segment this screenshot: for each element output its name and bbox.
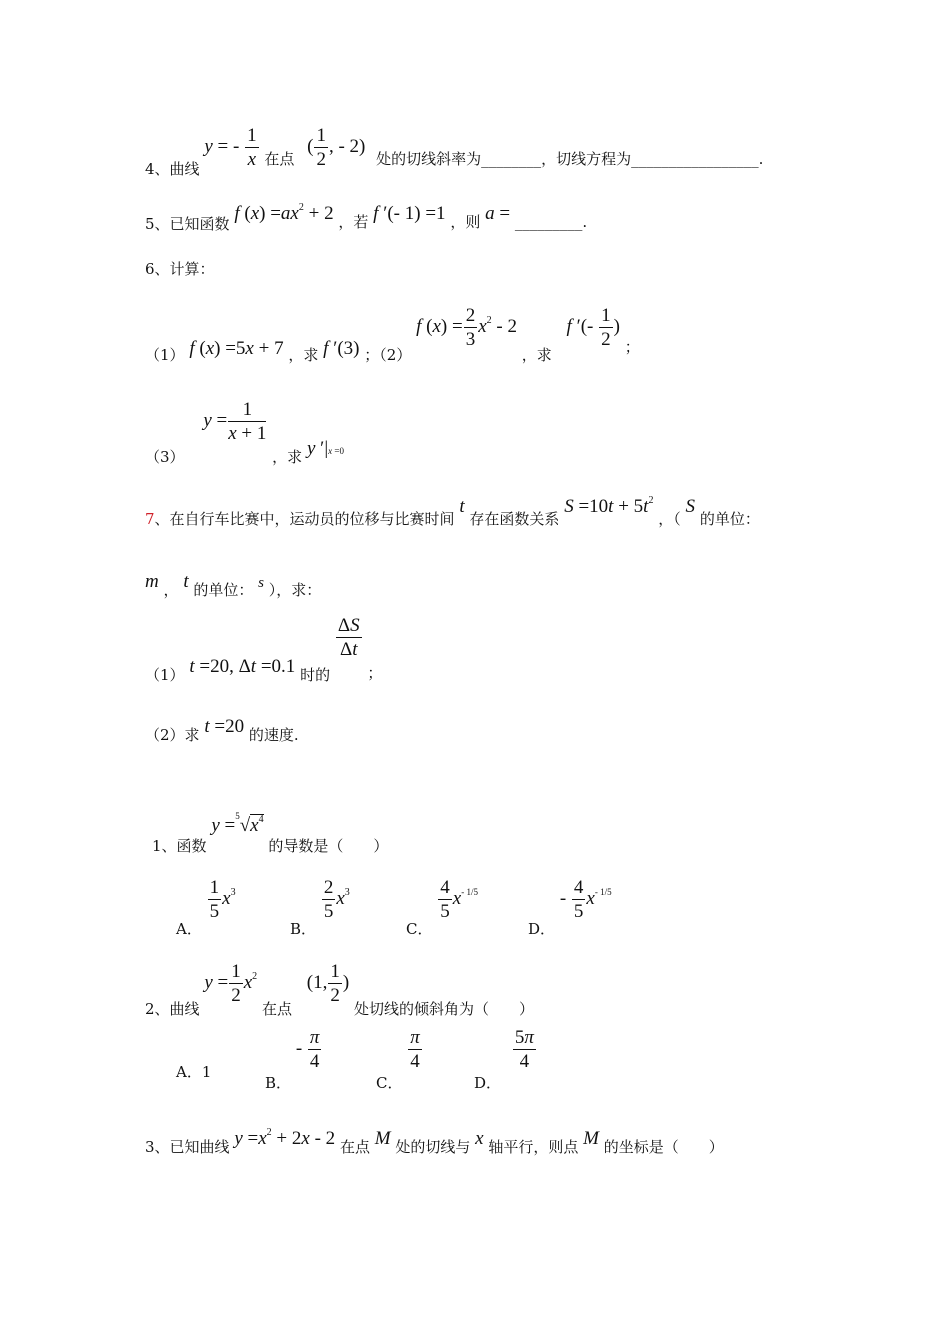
mc-question-2 xyxy=(145,961,534,1019)
problem-7-sub-1 xyxy=(145,615,383,685)
problem-4 xyxy=(145,125,764,179)
option-b-label: B． xyxy=(290,920,317,939)
problem-7-unit-text: 的单位： xyxy=(193,581,254,599)
sub-1-condition: t =20, Δt =0.1 xyxy=(189,656,296,678)
mc-1-stem: 1、函数 xyxy=(152,837,207,855)
mc-2-curve: y = $\frac{1}{2}$ $x^2$ xyxy=(204,961,258,1006)
point-m-2: M xyxy=(583,1128,599,1149)
mc-3-curve: $y =x^2 + 2x - 2$ xyxy=(234,1127,336,1149)
variable-t: t xyxy=(459,496,465,517)
sub-1-ratio: $\frac{\Delta S}{\Delta t}$ xyxy=(337,615,360,660)
option-b-expr: $\frac{2}{5}$ $x^3$ xyxy=(323,877,350,922)
sub-1-end: ； xyxy=(367,664,383,683)
problem-4-text: 在点 xyxy=(264,150,295,169)
sub-2-condition: t =20 xyxy=(204,716,245,737)
mc-question-3 xyxy=(145,1127,724,1156)
option-c-expr: $\frac{4}{5}$ $x^{- 1/5}$ xyxy=(440,877,478,922)
problem-4-tail: 处的切线斜率为________，切线方程为_________________. xyxy=(376,150,764,169)
problem-7-text-2: 存在函数关系 xyxy=(469,510,560,528)
curve-equation: y = - $\frac{1}{x}$ xyxy=(204,125,257,170)
option-b-label-2: B． xyxy=(265,1074,292,1093)
mc-2-option-b xyxy=(265,1027,322,1093)
problem-7-ask: ），求： xyxy=(268,581,322,599)
problem-5-text: ，若 xyxy=(338,213,369,231)
problem-5: 5、已知函数 f $(x) =ax^2 + 2$ ，若 f ′(- 1) =1 ，则 a = _________. xyxy=(145,202,588,233)
variable-t-2: t xyxy=(183,571,189,592)
problem-6-title: 6、计算： xyxy=(145,260,215,278)
part-2-function: f (x) = $\frac{2}{3}$ $x^2 - 2$ xyxy=(416,305,517,350)
mc-question-1 xyxy=(152,811,389,855)
problem-5-blank: _________. xyxy=(514,213,588,231)
part-2-label: ；（2） xyxy=(364,346,412,365)
mc-3-tail: 的坐标是（ ） xyxy=(603,1138,724,1156)
mc-2-tail: 处切线的倾斜角为（ ） xyxy=(353,1000,534,1019)
point-coordinates: ( $\frac{1}{2}$ , - 2) xyxy=(307,125,366,170)
mc-2-option-a: A．1 xyxy=(176,1063,212,1081)
mc-2-option-c xyxy=(376,1027,423,1093)
part-2-text: ，求 xyxy=(521,346,552,365)
option-c-label-2: C． xyxy=(376,1074,403,1093)
mc-2-point: (1, $\frac{1}{2}$ ) xyxy=(306,961,350,1006)
mc-2-stem: 2、曲线 xyxy=(145,1000,200,1019)
option-d-expr: - $\frac{4}{5}$ $x^{- 1/5}$ xyxy=(559,877,612,922)
problem-4-number: 4、曲线 xyxy=(145,160,200,179)
variable-s: S xyxy=(685,496,696,517)
mc-2-text: 在点 xyxy=(261,1000,292,1019)
derivative-condition: f ′(- 1) =1 xyxy=(373,203,446,224)
problem-6-part-1-2 xyxy=(145,305,640,365)
mc-1-option-c xyxy=(406,877,478,939)
problem-7-line-2 xyxy=(145,571,322,599)
option-b-angle: - $\frac{\pi}{4}$ xyxy=(295,1027,320,1072)
part-3-label: （3） xyxy=(145,448,185,467)
problem-5-number: 5、已知函数 xyxy=(145,215,230,233)
unit-s: s xyxy=(258,575,265,591)
part-2-end: ； xyxy=(624,338,640,357)
part-1-text: ，求 xyxy=(288,346,319,365)
problem-7 xyxy=(145,495,760,528)
mc-1-function: $y =^5√x^4$ xyxy=(211,811,264,836)
displacement-function: $S =10t + 5t^2$ xyxy=(564,495,654,517)
mc-3-stem: 3、已知曲线 xyxy=(145,1138,230,1156)
mc-1-tail: 的导数是（ ） xyxy=(268,837,389,855)
problem-7-number: 7 xyxy=(145,510,155,528)
mc-3-text-2: 处的切线与 xyxy=(395,1138,471,1156)
option-c-label: C． xyxy=(406,920,433,939)
option-c-angle: $\frac{\pi}{4}$ xyxy=(410,1027,420,1072)
sub-2-end: 的速度. xyxy=(248,726,299,744)
option-a-expr: $\frac{1}{5}$ $x^3$ xyxy=(209,877,236,922)
option-a-label: A． xyxy=(176,920,202,939)
mc-3-text-3: 轴平行，则点 xyxy=(488,1138,579,1156)
option-d-label-2: D． xyxy=(474,1074,502,1093)
part-3-function: y = $\frac{1}{x + 1}$ xyxy=(203,399,267,444)
option-d-angle: $\frac{5\pi}{4}$ xyxy=(514,1027,534,1072)
problem-7-text-3: ，（ xyxy=(658,510,681,528)
part-2-target: f ′(- $\frac{1}{2}$ ) xyxy=(566,305,620,350)
option-d-label: D． xyxy=(528,920,556,939)
problem-7-text-4: 的单位： xyxy=(699,510,760,528)
variable-a: a xyxy=(485,203,495,224)
mc-1-option-b xyxy=(290,877,350,939)
mc-1-option-d xyxy=(528,877,612,939)
problem-7-text: 、在自行车比赛中，运动员的位移与比赛时间 xyxy=(154,510,455,528)
mc-3-text: 在点 xyxy=(339,1138,370,1156)
mc-1-option-a xyxy=(176,877,236,939)
sub-2-label: （2）求 xyxy=(145,726,200,744)
problem-7-sub-2 xyxy=(145,716,299,744)
part-3-target: y ′|x =0 xyxy=(306,438,344,460)
problem-5-text-2: ，则 xyxy=(450,213,481,231)
sub-1-text: 时的 xyxy=(300,666,331,685)
problem-7-comma: ， xyxy=(163,581,179,599)
part-1-function: f (x) =5x + 7 xyxy=(189,338,284,360)
problem-6-part-3 xyxy=(145,399,344,467)
unit-m: m xyxy=(145,571,159,592)
part-3-text: ，求 xyxy=(272,448,303,467)
function-definition: f $(x) =ax^2 + 2$ xyxy=(234,202,334,224)
point-m: M xyxy=(374,1128,391,1149)
axis-x: x xyxy=(475,1128,484,1149)
sub-1-label: （1） xyxy=(145,666,185,685)
mc-2-option-d xyxy=(474,1027,537,1093)
part-1-label: （1） xyxy=(145,346,185,365)
part-1-target: f ′(3) xyxy=(323,338,360,360)
